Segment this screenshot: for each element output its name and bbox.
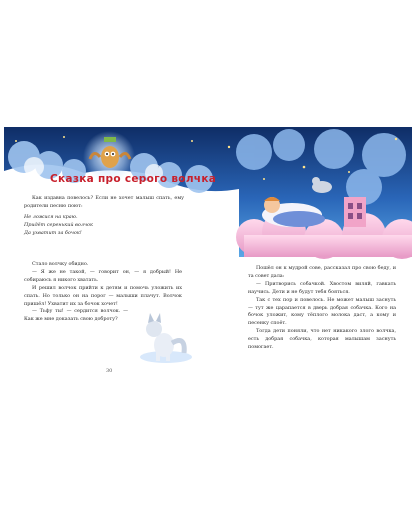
paragraph: Пошёл он к мудрой сове, рассказал про свою беду, и та совет дала: [248, 265, 396, 279]
wolf-illustration [126, 307, 196, 367]
right-text-column [248, 265, 396, 352]
poem-line: Придёт серенький волчок [24, 221, 93, 228]
tower-illustration [344, 197, 366, 227]
story-title: Сказка про серого волчка [50, 173, 217, 185]
paragraph: Стало волчку обидно. [32, 261, 89, 267]
paragraph: Как издавна повелось? Если не хочет малыш спать, ему родители песню поют: [24, 195, 184, 209]
poem-line: Да ухватит за бочок! [24, 229, 82, 236]
paragraph: И решил волчок прийти к детям и помочь уложить их спать. Но только он на порог — малыши плачут. Волчок пришёл! Ухватит их за бочок хочет! [24, 284, 182, 307]
page-number: 30 [106, 368, 113, 374]
paragraph: — Притворись собачкой. Хвостом виляй, гавкать научись. Дети и не будут тебя бояться. [248, 280, 396, 295]
left-text-top [24, 195, 184, 238]
poem-line: Не ложися на краю. [24, 213, 78, 220]
paragraph: Тогда дети поняли, что нет никакого злого волчка, есть добрая собачка, которая малышам заснуть помогает. [248, 328, 396, 351]
book-spread [4, 127, 412, 389]
paragraph: — Тьфу ты! — сердится волчок. — Как же мне доказать свою доброту? [24, 308, 128, 323]
paragraph: Так с тех пор и повелось. Не может малыш заснуть — тут же царапается в дверь добрая собачка. Кого на бочок уложит, кому тёплого молока даст, а кому и песенку споёт. [248, 296, 396, 327]
paragraph: — Я же не такой, — говорит он, — я добрый! Не собираюсь я никого хватать. [24, 268, 182, 283]
